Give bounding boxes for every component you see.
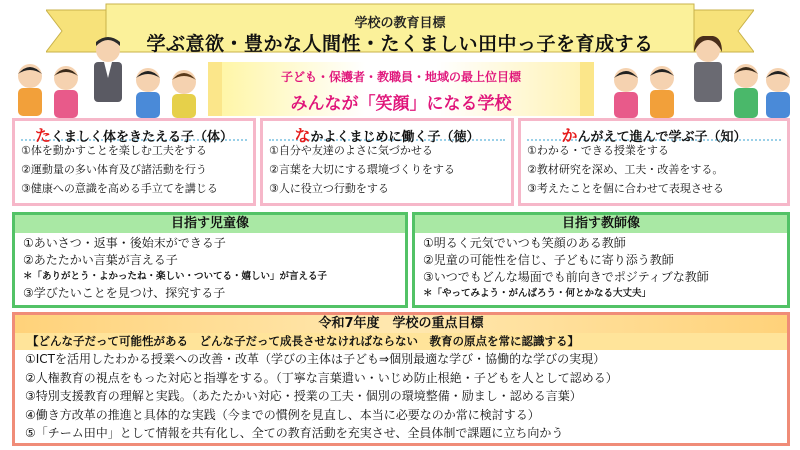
pillar-initial: た xyxy=(34,126,51,145)
teacher-and-children-illustration-left xyxy=(8,36,206,118)
pillar-item: ②教材研究を深め、工夫・改善をする。 xyxy=(527,163,724,176)
pillar-initial: か xyxy=(561,126,578,145)
ideal-teacher-item: ①明るく元気でいつも笑顔のある教師 xyxy=(423,236,626,250)
pillar-body xyxy=(12,118,256,206)
ideal-teacher-item: ②児童の可能性を信じ、子どもに寄り添う教師 xyxy=(423,253,674,267)
ideal-student-item: ③学びたいことを見つけ、探究する子 xyxy=(23,286,226,300)
priority-item: ⑤「チーム田中」として情報を共有化し、全ての教育活動を充実させ、全員体制で課題に立ち向かう xyxy=(25,426,564,441)
priority-principle: 【どんな子だって可能性がある どんな子だって成長させなければならない 教育の原点を常に認識する】 xyxy=(15,333,787,350)
ideal-teacher-note: ＊「やってみよう・がんばろう・何とかなる大丈夫」 xyxy=(423,288,652,299)
pillar-item: ①わかる・できる授業をする xyxy=(527,144,669,157)
pillar-title-text: くましく体をきたえる子（体） xyxy=(51,130,234,145)
pillar-item: ②言葉を大切にする環境づくりをする xyxy=(269,163,455,176)
pillar-knowledge xyxy=(518,118,790,206)
priority-item: ③特別支援教育の理解と実践。（あたたかい対応・授業の工夫・個別の環境整備・励まし・認める言葉） xyxy=(25,389,582,404)
ideal-student-item: ②あたたかい言葉が言える子 xyxy=(23,253,178,267)
ideal-student-title: 目指す児童像 xyxy=(15,215,405,233)
top-goal-subtitle: 子ども・保護者・教職員・地域の最上位目標 xyxy=(280,70,521,84)
pillar-initial: な xyxy=(294,126,311,145)
top-goal-box xyxy=(208,62,594,116)
priority-title: 令和7年度 学校の重点目標 xyxy=(15,315,787,333)
teacher-and-children-illustration-right xyxy=(596,36,794,118)
ideal-teacher-item: ③いつでもどんな場面でも前向きでポジティブな教師 xyxy=(423,270,709,284)
ideal-teacher-title: 目指す教師像 xyxy=(415,215,787,233)
pillar-item: ③人に役立つ行動をする xyxy=(269,182,389,195)
pillar-item: ③考えたことを個に合わせて表現させる xyxy=(527,182,724,195)
pillar-title-text: かよくまじめに働く子（徳） xyxy=(310,130,480,145)
banner-title: 学ぶ意欲・豊かな人間性・たくましい田中っ子を育成する xyxy=(146,33,654,55)
priority-item: ②人権教育の視点をもった対応と指導をする。（丁寧な言葉遣い・いじめ防止根絶・子どもを人として認める） xyxy=(25,370,618,385)
top-goal-title: みんなが「笑顔」になる学校 xyxy=(290,94,512,114)
pillar-title xyxy=(21,123,247,145)
banner-subtitle: 学校の教育目標 xyxy=(354,16,446,31)
pillar-title xyxy=(269,123,505,145)
ideal-student-note: ＊「ありがとう・よかったね・楽しい・ついてる・嬉しい」が言える子 xyxy=(23,271,328,282)
ideal-student-item: ①あいさつ・返事・後始末ができる子 xyxy=(23,236,226,250)
pillar-item: ②運動量の多い体育及び諸活動を行う xyxy=(21,163,207,176)
pillar-item: ③健康への意識を高める手立てを講じる xyxy=(21,182,218,195)
priority-goals-box xyxy=(12,312,790,446)
pillar-morality xyxy=(260,118,514,206)
ideal-student-box xyxy=(12,212,408,308)
pillar-item: ①体を動かすことを楽しむ工夫をする xyxy=(21,144,207,157)
ideal-teacher-box xyxy=(412,212,790,308)
pillar-title xyxy=(527,123,781,145)
priority-item: ①ICTを活用したわかる授業への改善・改革（学びの主体は子ども⇒個別最適な学び・協働的な学びの実現） xyxy=(25,352,606,366)
pillar-title-text: んがえて進んで学ぶ子（知） xyxy=(577,130,747,145)
priority-item: ④働き方改革の推進と具体的な実践（今までの慣例を見直し、本当に必要なのか常に検討する） xyxy=(25,407,540,422)
pillar-item: ①自分や友達のよさに気づかせる xyxy=(269,144,433,157)
